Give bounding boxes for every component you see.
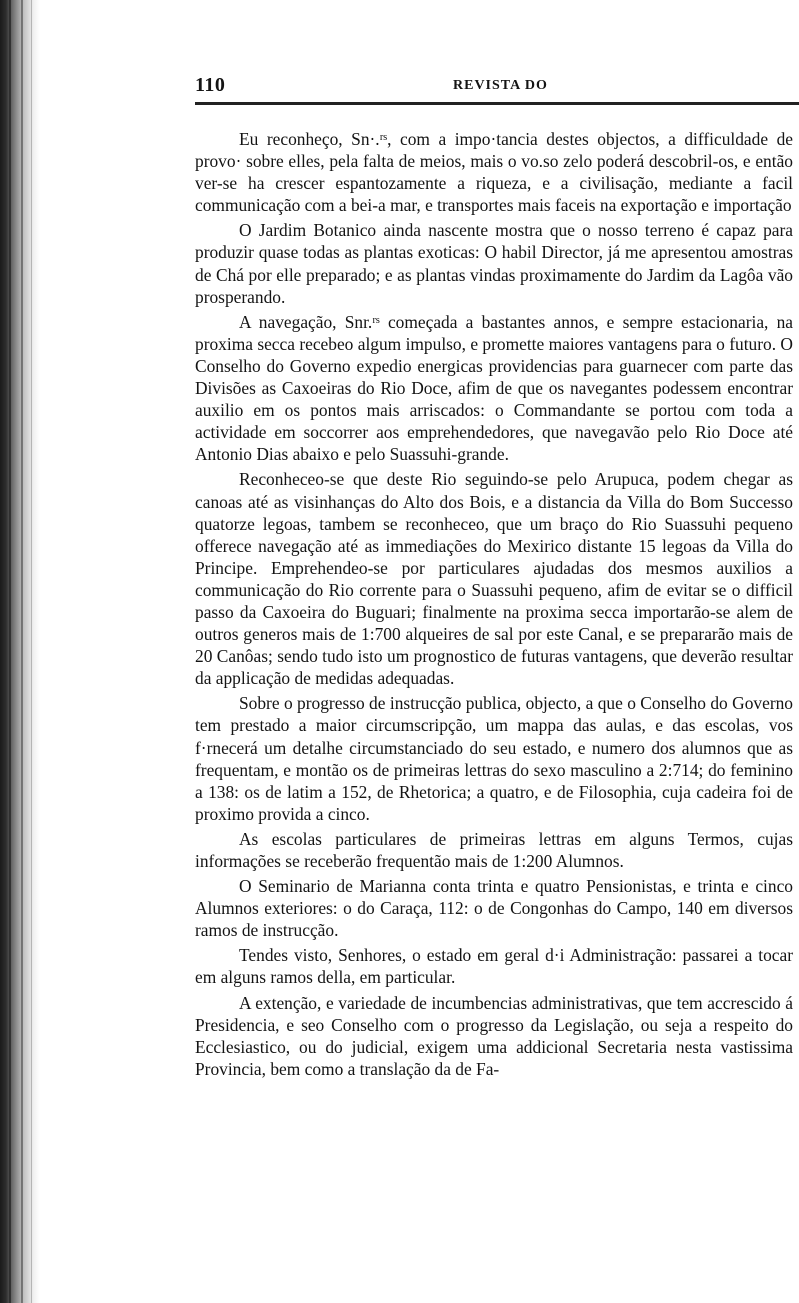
running-title: REVISTA DO bbox=[453, 78, 548, 93]
paragraph: Reconheceo-se que deste Rio seguindo-se pelo Arupuca, podem chegar as canoas até as visinhanças do Alto dos Bois, e a distancia da Villa do Bom Successo quatorze legoas, tambem se reconheceo, que um braço do Rio Suassuhi pequeno offerece navegação até as immediações do Mexirico distante 15 legoas da Villa do Principe. Emprehendeo-se por particulares ajudadas dos mesmos auxilios a communicação do Rio corrente para o Suassuhi pequeno, afim de evitar se o difficil passo da Caxoeira do Buguari; finalmente na proxima secca importarão-se alem de outros generos mais de 1:700 alqueires de sal por este Canal, e se prepararão mais de 20 Canôas; sendo tudo isto um prognostico de futuras vantagens, que deverão resultar da applicação de medidas adequadas. bbox=[195, 469, 793, 689]
book-binding-shadow bbox=[0, 0, 40, 1303]
binding-edge-line bbox=[9, 0, 11, 1303]
body-text bbox=[195, 128, 793, 1080]
paragraph: O Seminario de Marianna conta trinta e quatro Pensionistas, e trinta e cinco Alumnos exteriores: o do Caraça, 112: o de Congonhas do Campo, 140 em diversos ramos de instrucção. bbox=[195, 876, 793, 941]
document-page bbox=[195, 70, 795, 1083]
binding-edge-line bbox=[31, 0, 32, 1303]
paragraph: Eu reconheço, Sn·.ʳˢ, com a impo·tancia destes objectos, a difficuldade de provo· sobre elles, pela falta de meios, mais o vo.so zelo poderá descobril-os, e então ver-se ha crescer espantozamente a riqueza, e a civilisação, mediante a facil communicação com a bei-a mar, e transportes mais faceis na exportação e importação bbox=[195, 129, 793, 216]
binding-edge-line bbox=[21, 0, 23, 1303]
page-number: 110 bbox=[195, 74, 226, 96]
paragraph: As escolas particulares de primeiras lettras em alguns Termos, cujas informações se receberão frequentão mais de 1:200 Alumnos. bbox=[195, 828, 793, 871]
header-rule bbox=[195, 102, 799, 105]
paragraph: O Jardim Botanico ainda nascente mostra que o nosso terreno é capaz para produzir quase todas as plantas exoticas: O habil Director, já me apresentou amostras de Chá por elle preparado; e as plantas vindas proximamente do Jardim da Lagôa vão prosperando. bbox=[195, 220, 793, 307]
paragraph: A navegação, Snr.ʳˢ começada a bastantes annos, e sempre estacionaria, na proxima secca recebeo algum impulso, e promette maiores vantagens para o futuro. O Conselho do Governo expedio energicas providencias para guarnecer com parte das Divisões as Caxoeiras do Rio Doce, afim de que os navegantes podessem encontrar auxilio em os pontos mais arriscados: o Commandante se portou com toda a actividade em soccorrer aos emprehendedores, que navegavão pelo Rio Doce até Antonio Dias abaixo e pelo Suassuhi-grande. bbox=[195, 311, 793, 465]
running-head bbox=[195, 70, 795, 98]
paragraph: A extenção, e variedade de incumbencias administrativas, que tem accrescido á Presidencia, e seo Conselho com o progresso da Legislação, ou seja a respeito do Ecclesiastico, ou do judicial, exigem uma addicional Secretaria nesta vastissima Provincia, bem como a translação da de Fa- bbox=[195, 992, 793, 1079]
paragraph: Tendes visto, Senhores, o estado em geral d·i Administração: passarei a tocar em alguns ramos della, em particular. bbox=[195, 945, 793, 988]
paragraph: Sobre o progresso de instrucção publica, objecto, a que o Conselho do Governo tem prestado a maior circumscripção, um mappa das aulas, e das escolas, vos f·rnecerá um detalhe circumstanciado do seu estado, e numero dos alumnos que as frequentam, e montão os de primeiras lettras do sexo masculino a 2:714; do feminino a 138: os de latim a 152, de Rhetorica; a quatro, e de Filosophia, cuja cadeira foi de proximo provida a cinco. bbox=[195, 693, 793, 824]
